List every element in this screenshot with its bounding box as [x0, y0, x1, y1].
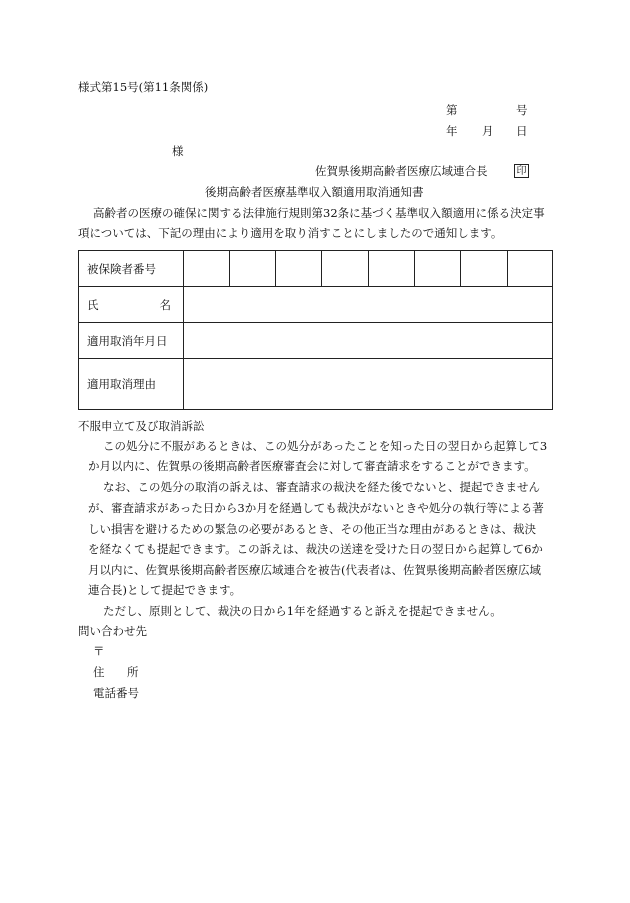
address-label-1: 住	[93, 665, 105, 679]
digit-box[interactable]	[276, 251, 322, 287]
appeal-line-3: なお、この処分の取消の訴えは、審査請求の裁決を経た後でないと、提起できません	[103, 480, 540, 494]
digit-box[interactable]	[461, 251, 507, 287]
appeal-line-9: ただし、原則として、裁決の日から1年を経過すると訴えを提起できません。	[103, 604, 502, 618]
appeal-line-4: が、審査請求があった日から3か月を経過しても裁決がないときや処分の執行等による著	[88, 501, 544, 515]
date-year: 年	[446, 124, 458, 138]
name-label-cell	[79, 287, 184, 323]
appeal-line-1: この処分に不服があるときは、この処分があったことを知った日の翌日から起算して3	[103, 439, 548, 453]
document-title: 後期高齢者医療基準収入額適用取消通知書	[205, 185, 424, 199]
cancel-date-label: 適用取消年月日	[79, 323, 184, 359]
cancel-reason-field[interactable]	[183, 359, 552, 410]
postal-mark: 〒	[93, 644, 105, 658]
appeal-line-7: 月以内に、佐賀県後期高齢者医療広域連合を被告(代表者は、佐賀県後期高齢者医療広域	[88, 563, 541, 577]
appeal-line-6: を経なくても提起できます。この訴えは、裁決の送達を受けた日の翌日から起算して6か	[88, 542, 543, 556]
appeal-heading: 不服申立て及び取消訴訟	[78, 419, 205, 433]
name-row	[79, 287, 553, 323]
date-day: 日	[516, 124, 528, 138]
issuer-title: 佐賀県後期高齢者医療広域連合長	[315, 164, 488, 178]
contact-heading: 問い合わせ先	[78, 624, 147, 638]
name-label-1: 氏	[87, 297, 99, 312]
seal-mark: 印	[514, 164, 529, 178]
digit-box[interactable]	[229, 251, 275, 287]
cancel-date-row	[79, 323, 553, 359]
appeal-line-8: 連合長)として提起できます。	[88, 583, 242, 597]
insured-number-row	[79, 251, 553, 287]
digit-box[interactable]	[507, 251, 552, 287]
name-field[interactable]	[183, 287, 552, 323]
appeal-line-5: しい損害を避けるための緊急の必要があるとき、その他正当な理由があるときは、裁決	[88, 522, 537, 536]
digit-box[interactable]	[183, 251, 229, 287]
digit-box[interactable]	[322, 251, 368, 287]
appeal-line-2: か月以内に、佐賀県の後期高齢者医療審査会に対して審査請求をすることができます。	[88, 459, 536, 473]
cancel-reason-row	[79, 359, 553, 410]
digit-box[interactable]	[368, 251, 414, 287]
number-suffix: 号	[516, 103, 528, 117]
insured-number-label-cell	[79, 251, 184, 287]
number-prefix: 第	[446, 103, 458, 117]
date-month: 月	[482, 124, 494, 138]
addressee-suffix: 様	[172, 144, 184, 158]
notice-table	[78, 250, 553, 410]
digit-box[interactable]	[415, 251, 461, 287]
form-number: 様式第15号(第11条関係)	[78, 80, 209, 94]
name-label-2: 名	[159, 297, 171, 312]
insured-number-label: 被保険者番号	[87, 261, 156, 276]
phone-label: 電話番号	[93, 686, 139, 700]
intro-line-1: 高齢者の医療の確保に関する法律施行規則第32条に基づく基準収入額適用に係る決定事	[93, 206, 545, 220]
cancel-reason-label-cell	[79, 359, 184, 410]
cancel-date-field[interactable]	[183, 323, 552, 359]
address-label-2: 所	[127, 665, 139, 679]
cancel-reason-label: 適用取消理由	[87, 377, 156, 391]
intro-line-2: 項については、下記の理由により適用を取り消すことにしましたので通知します。	[78, 226, 503, 240]
